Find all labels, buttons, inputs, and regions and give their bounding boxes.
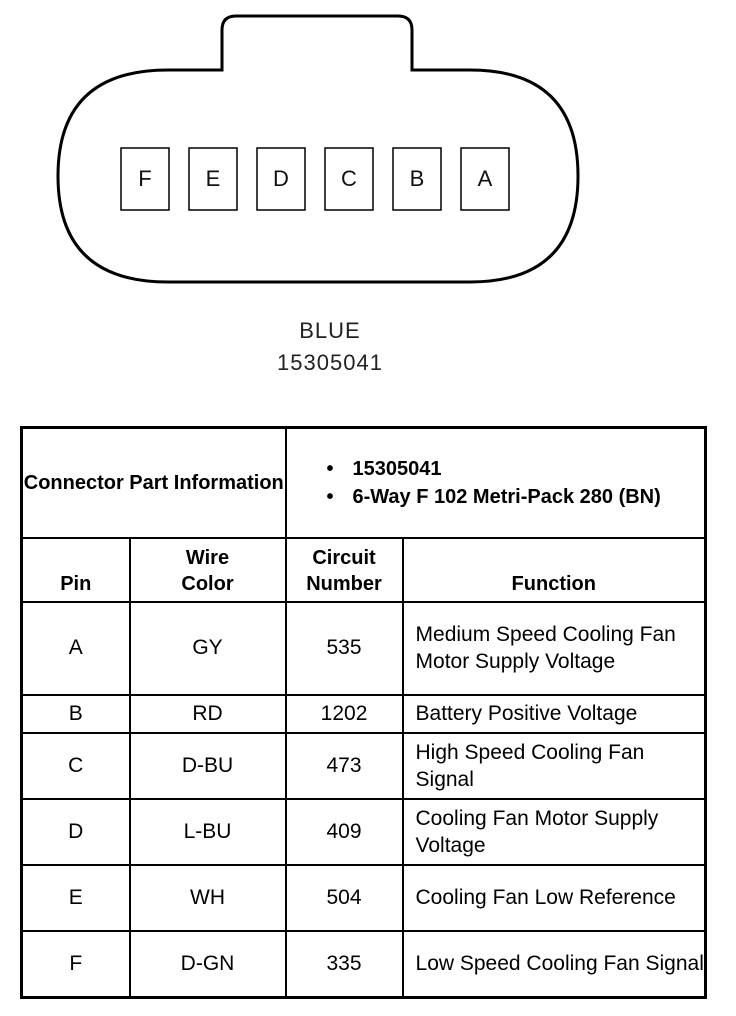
part-info-list [327,456,705,510]
pin-row-f [22,931,706,998]
pin-row-e [22,865,706,931]
pin-row-b [22,695,706,733]
part-info-values-cell [286,428,706,538]
pin-cell: C [22,733,130,799]
wire-color-cell: WH [130,865,286,931]
wire-color-cell: D-BU [130,733,286,799]
part-info-item: • 15305041 [327,456,705,482]
circuit-number-cell: 473 [286,733,403,799]
function-cell: Low Speed Cooling Fan Signal [403,931,706,998]
circuit-number-cell: 409 [286,799,403,865]
function-cell: Battery Positive Voltage [403,695,706,733]
connector-pinout-table [20,426,707,999]
pin-row-c [22,733,706,799]
header-function: Function [403,538,706,602]
pin-cell: E [22,865,130,931]
header-circuit-number [286,538,403,602]
wire-color-cell: L-BU [130,799,286,865]
wire-color-cell: D-GN [130,931,286,998]
circuit-number-cell: 1202 [286,695,403,733]
header-circuit-number-text: Circuit Number [306,546,382,595]
part-info-label-cell [22,428,286,538]
header-wire-color [130,538,286,602]
pin-cell: B [22,695,130,733]
circuit-number-cell: 335 [286,931,403,998]
function-cell: Cooling Fan Motor Supply Voltage [403,799,706,865]
header-pin: Pin [22,538,130,602]
header-wire-color-text: Wire Color [181,546,234,595]
pin-label-b: B [409,166,425,191]
wire-color-cell: GY [130,602,286,695]
function-cell: Medium Speed Cooling Fan Motor Supply Voltage [403,602,706,695]
pin-label-d: D [273,166,289,191]
part-info-label: Connector Part Information [23,471,284,494]
pin-label-f: F [138,166,152,191]
circuit-number-cell: 535 [286,602,403,695]
pin-cell: F [22,931,130,998]
pinout-rows [22,602,706,998]
connector-part-number-label: 15305041 [277,350,383,375]
pin-row-a [22,602,706,695]
function-cell: Cooling Fan Low Reference [403,865,706,931]
wire-color-cell: RD [130,695,286,733]
pin-cell: D [22,799,130,865]
pin-label-e: E [205,166,221,191]
connector-pins [121,148,509,210]
pin-label-a: A [477,166,493,191]
circuit-number-cell: 504 [286,865,403,931]
header-row [22,538,706,602]
part-info-row [22,428,706,538]
pin-cell: A [22,602,130,695]
connector-face-diagram [0,0,736,290]
connector-housing-outline [58,16,578,282]
part-info-item: • 6-Way F 102 Metri-Pack 280 (BN) [327,484,705,510]
pin-row-d [22,799,706,865]
pin-label-c: C [341,166,357,191]
function-cell: High Speed Cooling Fan Signal [403,733,706,799]
connector-color-label: BLUE [299,318,361,343]
